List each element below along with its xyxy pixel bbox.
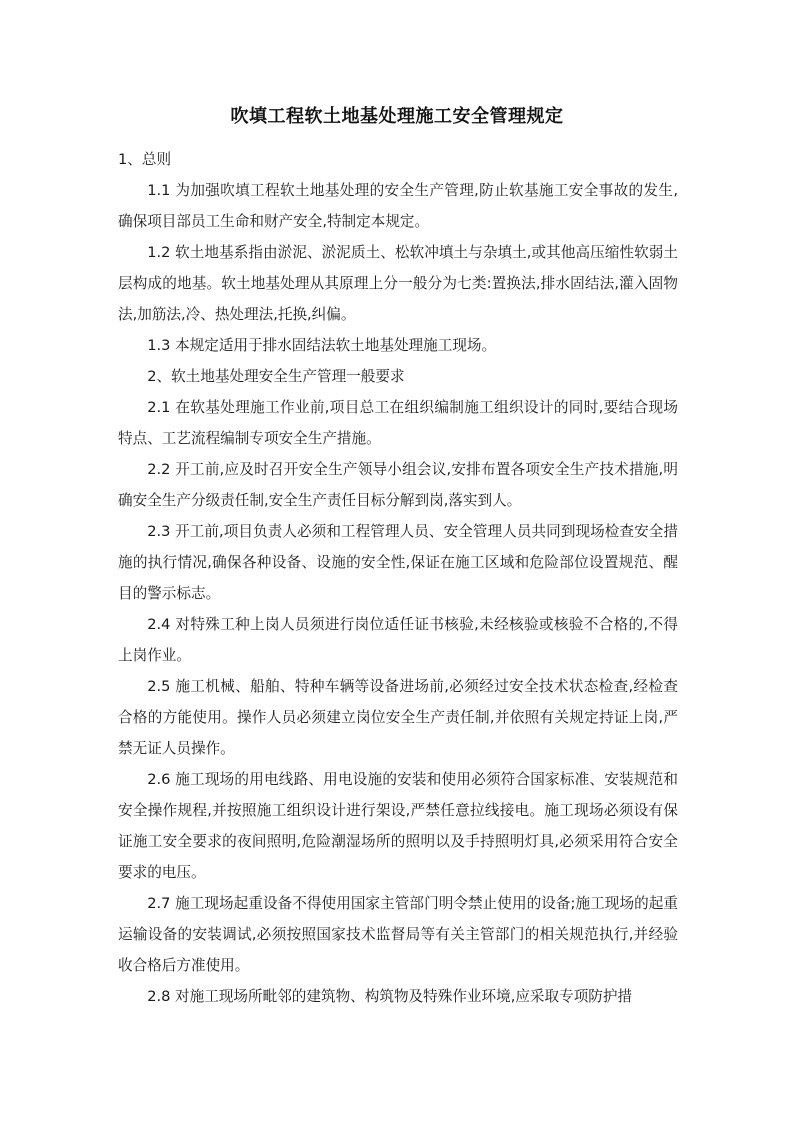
paragraph-2-8: 2.8 对施工现场所毗邻的建筑物、构筑物及特殊作业环境,应采取专项防护措 [147, 988, 633, 1005]
paragraph-2-4: 2.4 对特殊工种上岗人员须进行岗位适任证书核验,未经核验或核验不合格的,不得上岗作业。 [118, 616, 678, 664]
section-heading-general: 1、总则 [118, 151, 172, 168]
paragraph-2-7: 2.7 施工现场起重设备不得使用国家主管部门明令禁止使用的设备;施工现场的起重运输设备的安装调试,必须按照国家技术监督局等有关主管部门的相关规范执行,并经验收合格后方准使用。 [118, 895, 678, 974]
paragraph-1-2: 1.2 软土地基系指由淤泥、淤泥质土、松软冲填土与杂填土,或其他高压缩性软弱土层构成的地基。软土地基处理从其原理上分一般分为七类:置换法,排水固结法,灌入固物法,加筋法,冷、热处理法,托换,纠偏。 [118, 244, 678, 323]
paragraph-2-5: 2.5 施工机械、船舶、特种车辆等设备进场前,必须经过安全技术状态检查,经检查合格的方能使用。操作人员必须建立岗位安全生产责任制,并依照有关规定持证上岗,严禁无证人员操作。 [118, 678, 678, 757]
document-title: 吹填工程软土地基处理施工安全管理规定 [230, 106, 564, 127]
section-heading-requirements: 2、软土地基处理安全生产管理一般要求 [147, 368, 405, 385]
paragraph-1-1: 1.1 为加强吹填工程软土地基处理的安全生产管理,防止软基施工安全事故的发生,确保项目部员工生命和财产安全,特制定本规定。 [118, 182, 678, 230]
paragraph-1-3: 1.3 本规定适用于排水固结法软土地基处理施工现场。 [147, 337, 497, 354]
paragraph-2-2: 2.2 开工前,应及时召开安全生产领导小组会议,安排布置各项安全生产技术措施,明确安全生产分级责任制,安全生产责任目标分解到岗,落实到人。 [118, 461, 678, 509]
paragraph-2-1: 2.1 在软基处理施工作业前,项目总工在组织编制施工组织设计的同时,要结合现场特点、工艺流程编制专项安全生产措施。 [118, 399, 678, 447]
paragraph-2-3: 2.3 开工前,项目负责人必须和工程管理人员、安全管理人员共同到现场检查安全措施的执行情况,确保各种设备、设施的安全性,保证在施工区域和危险部位设置规范、醒目的警示标志。 [118, 523, 678, 602]
paragraph-2-6: 2.6 施工现场的用电线路、用电设施的安装和使用必须符合国家标准、安装规范和安全操作规程,并按照施工组织设计进行架设,严禁任意拉线接电。施工现场必须设有保证施工安全要求的夜间照明,危险潮湿场所的照明以及手持照明灯具,必须采用符合安全要求的电压。 [118, 771, 678, 881]
document-body [118, 144, 678, 1012]
